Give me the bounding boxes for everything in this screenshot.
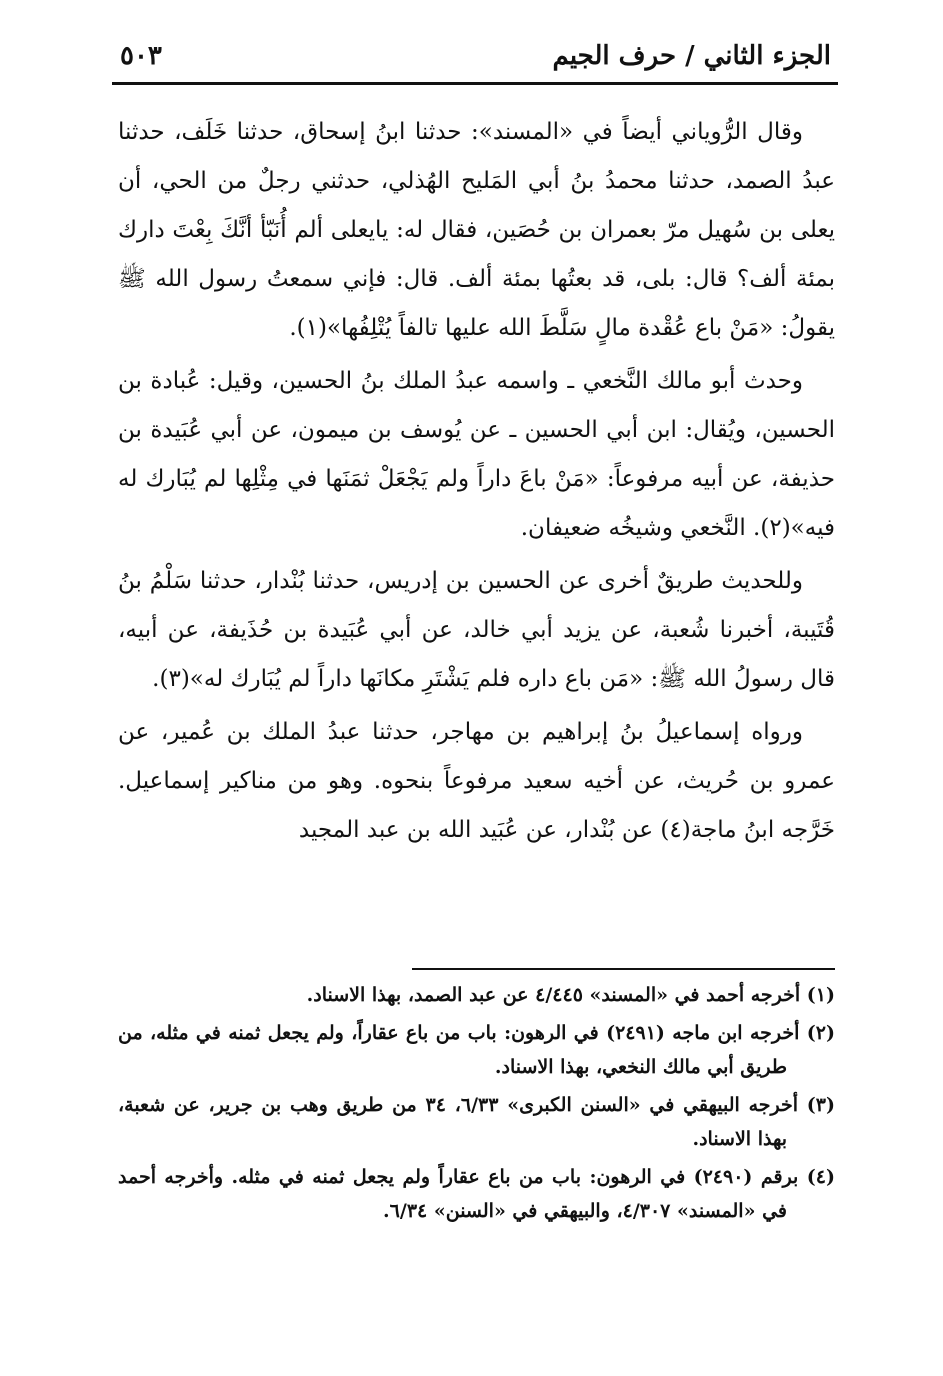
running-header xyxy=(120,34,831,78)
main-text xyxy=(118,108,835,859)
footnote: (٢) أخرجه ابن ماجه (٢٤٩١) في الرهون: باب من باع عقاراً، ولم يجعل ثمنه في مثله، من طريق أبي مالك النخعي، بهذا الاسناد. xyxy=(118,1022,835,1078)
paragraph: ورواه إسماعيلُ بنُ إبراهيم بن مهاجر، حدثنا عبدُ الملك بن عُمير، عن عمرو بن حُريث، عن أخيه سعيد مرفوعاً بنحوه. وهو من مناكير إسماعيل. خَرَّجه ابنُ ماجة(٤) عن بُنْدار، عن عُبَيد الله بن عبد المجيد xyxy=(118,719,835,843)
paragraph: وقال الرُّوياني أيضاً في «المسند»: حدثنا ابنُ إسحاق، حدثنا خَلَف، حدثنا عبدُ الصمد، حدثنا محمدُ بنُ أبي المَليح الهُذلي، حدثني رجلٌ من الحي، أن يعلى بن سُهيل مرّ بعمران بن حُصَين، فقال له: يايعلى ألم أُنَبّأ أنَّكَ بِعْتَ دارك بمئة ألف؟ قال: بلى، قد بعتُها بمئة ألف. قال: فإني سمعتُ رسول الله ﷺ يقولُ: «مَنْ باع عُقْدة مالٍ سَلَّطَ الله عليها تالفاً يُتْلِفُها»(١). xyxy=(118,119,836,341)
footnote: (١) أخرجه أحمد في «المسند» ٤/٤٤٥ عن عبد الصمد، بهذا الاسناد. xyxy=(306,984,835,1006)
paragraph: وللحديث طريقٌ أخرى عن الحسين بن إدريس، حدثنا بُنْدار، حدثنا سَلْمُ بنُ قُتَيبة، أخبرنا شُعبة، عن يزيد أبي خالد، عن أبي عُبَيدة بن حُذَيفة، عن أبيه، قال رسولُ الله ﷺ: «مَن باع داره فلم يَشْتَرِ مكانَها داراً لم يُبَارك له»(٣). xyxy=(118,568,835,692)
paragraph: وحدث أبو مالك النَّخعي ـ واسمه عبدُ الملك بنُ الحسين، وقيل: عُبادة بن الحسين، ويُقال: ابن أبي الحسين ـ عن يُوسف بن ميمون، عن أبي عُبَيدة بن حذيفة، عن أبيه مرفوعاً: «مَنْ باعَ داراً ولم يَجْعَلْ ثمَنَها في مِثْلِها لم يُبَارك له فيه»(٢). النَّخعي وشيخُه ضعيفان. xyxy=(118,368,835,541)
page-number: ٥٠٣ xyxy=(120,41,162,71)
footnotes xyxy=(118,978,835,1232)
footnote-divider xyxy=(412,968,835,970)
header-divider xyxy=(112,82,838,85)
footnote: (٤) برقم (٢٤٩٠) في الرهون: باب من باع عقاراً ولم يجعل ثمنه في مثله. وأخرجه أحمد في «المسند» ٤/٣٠٧، والبيهقي في «السنن» ٦/٣٤. xyxy=(118,1166,835,1222)
footnote: (٣) أخرجه البيهقي في «السنن الكبرى» ٦/٣٣، ٣٤ من طريق وهب بن جرير، عن شعبة، بهذا الاسناد. xyxy=(118,1094,836,1150)
chapter-title: الجزء الثاني / حرف الجيم xyxy=(552,41,831,71)
